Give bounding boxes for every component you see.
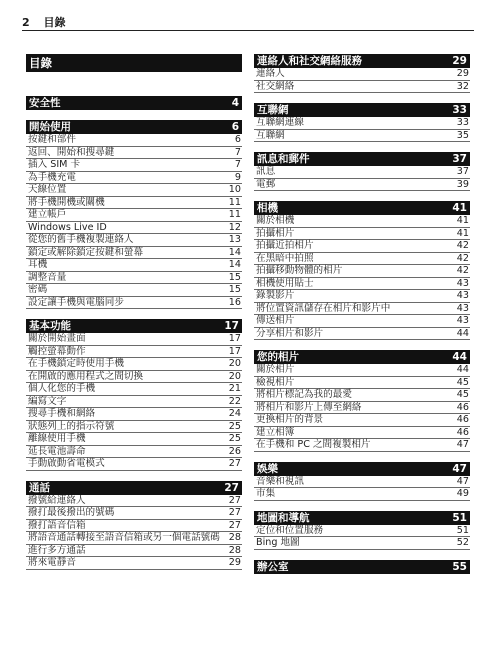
toc-entry[interactable] [26,234,242,247]
toc-entry[interactable] [26,433,242,446]
toc-entry-page: 47 [456,439,469,450]
toc-entry-label: 音樂和視訊 [256,475,304,487]
toc-entry-page: 39 [456,178,469,190]
toc-entry-label: 設定讓手機與電腦同步 [28,296,124,308]
toc-entry-label: 拍攝相片 [256,227,295,239]
toc-entry-page: 27 [228,458,241,469]
section-page-number: 55 [452,560,467,573]
toc-entry-label: 檢視相片 [256,376,295,388]
toc-entry-page: 11 [228,196,241,208]
section-page-number: 17 [224,320,239,332]
toc-entry-label: Windows Live ID [28,221,107,233]
toc-entry[interactable] [254,130,470,143]
toc-entry[interactable] [254,389,470,402]
section-page-number: 51 [452,511,467,524]
toc-entry[interactable] [26,532,242,545]
toc-entry-page: 46 [456,426,469,438]
toc-entry[interactable] [254,377,470,390]
toc-entry[interactable] [26,147,242,160]
toc-entry-page: 6 [234,134,241,145]
section-title: 安全性 [29,97,61,109]
toc-entry[interactable] [26,184,242,197]
toc-entry[interactable] [254,240,470,253]
section-heading[interactable] [254,511,470,525]
toc-entry-page: 43 [456,290,469,301]
section-title: 連絡人和社交網絡服務 [257,55,362,67]
toc-entry[interactable] [254,402,470,415]
toc-entry[interactable] [254,290,470,303]
section-title: 您的相片 [257,351,299,363]
toc-entry-page: 43 [456,315,469,326]
toc-entry-page: 27 [228,494,241,506]
toc-entry-label: 建立相簿 [256,426,295,438]
toc-entry-page: 20 [228,358,241,369]
toc-entry[interactable] [26,408,242,421]
toc-entry-page: 17 [228,345,241,357]
toc-section [254,462,470,501]
section-page-number: 37 [452,153,467,165]
toc-entry-page: 29 [456,68,469,79]
toc-entry-label: 市集 [256,488,276,499]
toc-entry-label: 手動啟動省電模式 [28,458,105,469]
toc-entry[interactable] [254,278,470,291]
toc-entry-page: 33 [456,117,469,128]
toc-entry[interactable] [254,166,470,179]
toc-entry-label: 相機使用貼士 [256,277,314,289]
toc-entry-label: 傳送相片 [256,315,295,326]
toc-entry-page: 29 [228,557,241,568]
toc-entry[interactable] [26,197,242,210]
toc-entry[interactable] [26,545,242,558]
toc-entry-label: 拍攝移動物體的相片 [256,265,343,276]
toc-entry-label: 從您的舊手機複製連絡人 [28,234,134,245]
toc-entry-label: 在手機和 PC 之間複製相片 [256,439,371,450]
section-page-number: 6 [231,121,239,133]
toc-entry-label: 狀態列上的指示符號 [28,420,115,432]
toc-entry[interactable] [254,414,470,427]
section-heading[interactable] [26,54,242,72]
toc-entry-label: 關於相機 [256,215,295,226]
toc-entry-page: 37 [456,166,469,177]
toc-entry-label: 搜尋手機和網絡 [28,408,96,419]
toc-entry[interactable] [26,222,242,235]
toc-entry[interactable] [26,346,242,359]
section-title: 開始使用 [29,121,71,133]
toc-entry-page: 11 [228,209,241,220]
section-heading[interactable] [254,201,470,215]
toc-entry-page: 47 [456,475,469,487]
toc-entry-label: 在手機鎖定時使用手機 [28,358,124,369]
section-page-number: 29 [452,55,467,67]
toc-entry-label: 個人化您的手機 [28,383,96,394]
section-heading[interactable] [26,120,242,134]
toc-entry-page: 44 [456,364,469,375]
toc-section [254,201,470,340]
toc-entry[interactable] [254,488,470,501]
toc-entry-page: 43 [456,277,469,289]
toc-entry-page: 16 [228,296,241,308]
toc-entry[interactable] [254,525,470,538]
toc-entry[interactable] [254,476,470,489]
toc-entry[interactable] [254,265,470,278]
toc-entry[interactable] [26,259,242,272]
toc-entry-label: 撥號給連絡人 [28,494,86,506]
toc-entry-label: 連絡人 [256,68,285,79]
toc-entry[interactable] [254,228,470,241]
toc-entry-label: 將位置資訊儲存在相片和影片中 [256,302,391,314]
toc-entry-page: 42 [456,265,469,276]
section-page-number: 4 [231,97,239,109]
toc-entry-label: 訊息 [256,166,276,177]
toc-entry[interactable] [26,458,242,471]
toc-entry-label: 互聯網連線 [256,117,304,128]
section-heading[interactable] [254,54,470,68]
toc-section [254,350,470,452]
toc-entry-label: 撥打語音信箱 [28,519,86,531]
toc-entry[interactable] [26,159,242,172]
toc-entry-page: 25 [228,433,241,444]
toc-entry-label: 進行多方通話 [28,544,86,556]
toc-entry-label: 為手機充電 [28,171,76,183]
toc-entry-label: 互聯網 [256,129,285,141]
toc-entry-label: 將來電靜音 [28,557,76,568]
section-title: 通話 [29,481,50,494]
section-title: 辦公室 [257,560,289,573]
section-page-number: 27 [224,481,239,494]
toc-section [26,481,242,570]
section-title: 娛樂 [257,462,278,475]
toc-entry[interactable] [26,272,242,285]
toc-entry-label: 在開啟的應用程式之間切換 [28,370,144,382]
section-heading[interactable] [26,481,242,495]
toc-entry-page: 27 [228,519,241,531]
toc-section [254,103,470,142]
toc-entry-page: 46 [456,401,469,413]
section-page-number: 44 [452,351,467,363]
toc-entry-page: 41 [456,227,469,239]
toc-entry-page: 43 [456,302,469,314]
toc-entry-page: 49 [456,488,469,499]
toc-entry-label: 定位和位置服務 [256,524,324,536]
toc-entry[interactable] [254,117,470,130]
toc-entry[interactable] [26,358,242,371]
toc-entry[interactable] [26,446,242,459]
toc-entry-page: 26 [228,445,241,457]
toc-entry-page: 10 [228,184,241,195]
toc-entry-label: 錄製影片 [256,290,295,301]
toc-left-column [26,54,242,580]
toc-entry-page: 42 [456,240,469,251]
toc-entry[interactable] [26,209,242,222]
toc-entry-label: 電郵 [256,178,276,190]
section-page-number: 47 [452,462,467,475]
toc-entry-page: 44 [456,327,469,339]
toc-entry[interactable] [26,297,242,310]
toc-entry-page: 52 [456,537,469,548]
toc-entry-page: 22 [228,395,241,407]
toc-entry-label: 更換相片的背景 [256,414,324,425]
toc-entry-page: 25 [228,420,241,432]
toc-entry-page: 42 [456,252,469,264]
toc-section [26,319,242,471]
section-title: 地圖和導航 [257,511,310,524]
toc-section [254,511,470,550]
toc-entry[interactable] [26,247,242,260]
toc-entry-page: 14 [228,246,241,258]
toc-section [26,96,242,110]
toc-entry[interactable] [26,396,242,409]
toc-entry-label: 關於相片 [256,364,295,375]
toc-entry[interactable] [254,439,470,452]
toc-entry-page: 13 [228,234,241,245]
toc-entry-page: 9 [234,171,241,183]
toc-entry[interactable] [26,172,242,185]
toc-entry[interactable] [254,537,470,550]
toc-entry-label: 將相片和影片上傳至網絡 [256,401,362,413]
toc-entry-page: 46 [456,414,469,425]
toc-section [26,54,242,72]
toc-entry[interactable] [26,557,242,570]
toc-entry[interactable] [254,68,470,81]
toc-entry-label: 在黑暗中拍照 [256,252,314,264]
toc-entry-label: 分享相片和影片 [256,327,324,339]
toc-entry[interactable] [26,284,242,297]
toc-entry-page: 35 [456,129,469,141]
toc-entry-label: 密碼 [28,284,48,295]
page-number: 2 [22,16,30,29]
toc-entry-label: 延長電池壽命 [28,445,86,457]
toc-entry[interactable] [26,333,242,346]
toc-right-column [254,54,470,584]
section-heading[interactable] [254,103,470,117]
section-heading[interactable] [254,560,470,574]
toc-entry[interactable] [254,179,470,192]
page-header-title: 目錄 [43,16,66,29]
section-heading[interactable] [26,319,242,333]
toc-section [254,152,470,191]
section-title: 目錄 [29,56,52,70]
toc-entry-page: 45 [456,376,469,388]
toc-entry-page: 32 [456,80,469,92]
toc-entry-page: 45 [456,389,469,400]
toc-entry-page: 12 [228,221,241,233]
toc-section [26,120,242,309]
section-heading[interactable] [254,462,470,476]
toc-entry-page: 28 [228,544,241,556]
toc-entry[interactable] [254,315,470,328]
toc-entry-page: 15 [228,271,241,283]
section-title: 基本功能 [29,320,71,332]
toc-entry[interactable] [254,303,470,316]
toc-entry-page: 24 [228,408,241,419]
toc-entry-label: Bing 地圖 [256,537,300,548]
toc-entry-label: 關於開始畫面 [28,333,86,344]
toc-entry-page: 20 [228,370,241,382]
toc-entry-label: 拍攝近拍相片 [256,240,314,251]
toc-entry-page: 17 [228,333,241,344]
toc-entry[interactable] [26,421,242,434]
toc-entry-page: 7 [234,159,241,170]
toc-entry-label: 調整音量 [28,271,67,283]
toc-section [254,560,470,574]
section-title: 互聯網 [257,104,289,116]
toc-entry-label: 編寫文字 [28,395,67,407]
toc-entry-label: 觸控螢幕動作 [28,345,86,357]
toc-entry-page: 15 [228,284,241,295]
toc-entry-page: 27 [228,507,241,518]
toc-entry[interactable] [254,253,470,266]
toc-entry-label: 天線位置 [28,184,67,195]
toc-entry-page: 14 [228,259,241,270]
toc-entry-label: 撥打最後撥出的號碼 [28,507,115,518]
toc-entry[interactable] [26,507,242,520]
toc-entry-page: 28 [228,532,241,543]
section-page-number: 41 [452,202,467,214]
toc-entry-label: 鎖定或解除鎖定按鍵和螢幕 [28,246,144,258]
toc-entry-label: 插入 SIM 卡 [28,159,81,170]
toc-entry[interactable] [26,134,242,147]
toc-entry-label: 社交網絡 [256,80,295,92]
toc-entry-label: 返回、開始和搜尋鍵 [28,146,115,158]
toc-entry[interactable] [26,371,242,384]
toc-entry-label: 耳機 [28,259,48,270]
toc-entry-label: 按鍵和部件 [28,134,76,145]
section-page-number: 33 [452,104,467,116]
toc-entry-label: 將相片標記為我的最愛 [256,389,352,400]
toc-entry-label: 將語音通話轉接至語音信箱或另一個電話號碼 [28,532,220,543]
toc-entry-label: 建立帳戶 [28,209,67,220]
toc-entry-page: 7 [234,146,241,158]
section-heading[interactable] [254,152,470,166]
page-header [22,14,474,31]
toc-entry[interactable] [254,81,470,94]
toc-entry[interactable] [26,520,242,533]
toc-entry[interactable] [254,427,470,440]
toc-entry[interactable] [254,364,470,377]
section-heading[interactable] [26,96,242,110]
toc-entry[interactable] [26,383,242,396]
toc-entry[interactable] [254,215,470,228]
toc-entry-label: 將手機開機或關機 [28,196,105,208]
toc-entry-label: 離線使用手機 [28,433,86,444]
toc-section [254,54,470,93]
toc-entry-page: 51 [456,524,469,536]
toc-entry[interactable] [254,328,470,341]
toc-entry-page: 21 [228,383,241,394]
toc-entry[interactable] [26,495,242,508]
section-title: 訊息和郵件 [257,153,310,165]
section-title: 相機 [257,202,278,214]
section-heading[interactable] [254,350,470,364]
toc-entry-page: 41 [456,215,469,226]
